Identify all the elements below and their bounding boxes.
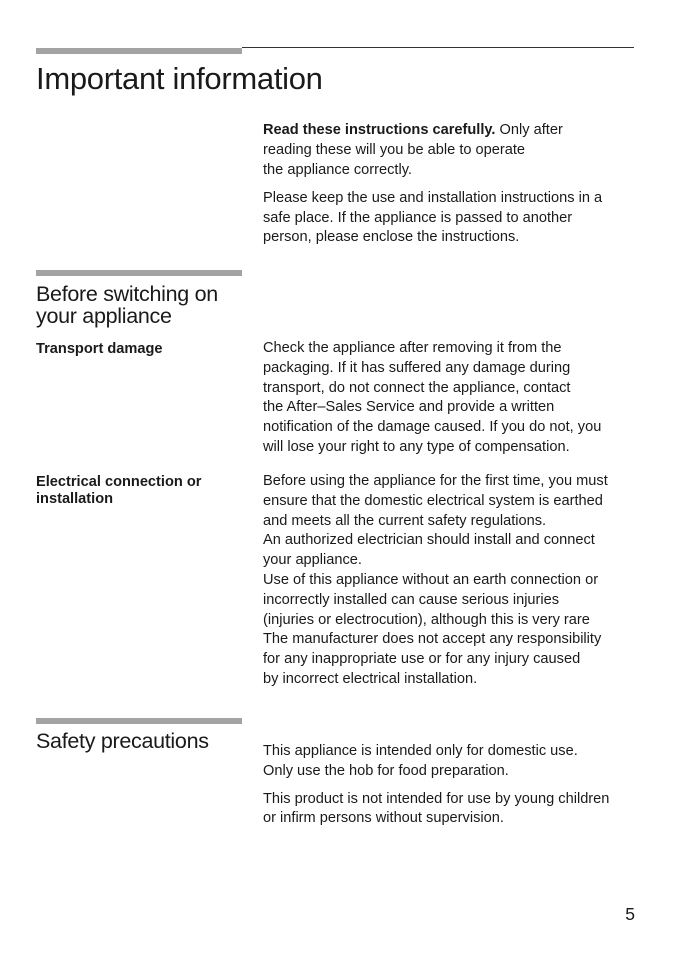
safety-paragraph-2: [263, 790, 638, 830]
text-line: (injuries or electrocution), although this is very rare: [263, 611, 590, 628]
intro-p2-line: safe place. If the appliance is passed to another: [263, 209, 573, 226]
intro-p2-line: Please keep the use and installation instructions in a: [263, 189, 603, 206]
safety-paragraph-1: [263, 742, 638, 782]
section-rule-safety: [36, 718, 242, 724]
text-line: by incorrect electrical installation.: [263, 670, 478, 687]
label-line: Electrical connection or: [36, 474, 202, 490]
intro-p2-line: person, please enclose the instructions.: [263, 229, 520, 246]
text-line: incorrectly installed can cause serious injuries: [263, 591, 560, 608]
intro-line-3: the appliance correctly.: [263, 161, 412, 178]
intro-line-2: reading these will you be able to operate: [263, 141, 526, 158]
label-line: installation: [36, 490, 114, 507]
text-line: notification of the damage caused. If you do not, you: [263, 419, 602, 436]
text-line: ensure that the domestic electrical system is earthed: [263, 492, 603, 509]
intro-paragraph-1: [263, 121, 638, 180]
text-line: Check the appliance after removing it from the: [263, 340, 562, 356]
text-line: This product is not intended for use by young children: [263, 790, 610, 807]
text-line: Before using the appliance for the first time, you must: [263, 473, 608, 489]
intro-lead-bold: Read these instructions carefully.: [263, 122, 496, 138]
text-line: your appliance.: [263, 552, 362, 569]
text-line: will lose your right to any type of compensation.: [263, 438, 570, 455]
text-line: packaging. If it has suffered any damage during: [263, 359, 571, 376]
heading-line: your appliance: [36, 304, 172, 328]
electrical-connection-label: [36, 474, 236, 507]
section-rule-before-switching: [36, 270, 242, 276]
heading-line: Before switching on: [36, 282, 218, 306]
transport-damage-label: Transport damage: [36, 341, 163, 357]
intro-block: [263, 121, 638, 248]
electrical-connection-text: [263, 472, 638, 690]
transport-damage-text: [263, 339, 638, 458]
text-line: This appliance is intended only for domestic use.: [263, 743, 578, 759]
page-title: Important information: [36, 61, 323, 96]
text-line: Use of this appliance without an earth connection or: [263, 571, 599, 588]
top-rule-thick: [36, 48, 242, 54]
text-line: transport, do not connect the appliance, contact: [263, 379, 571, 396]
section-heading-before-switching: [36, 283, 251, 327]
section-heading-safety: Safety precautions: [36, 729, 209, 753]
text-line: Only use the hob for food preparation.: [263, 762, 509, 779]
safety-text: [263, 742, 638, 829]
text-line: The manufacturer does not accept any responsibility: [263, 631, 602, 648]
top-rule-thin: [242, 47, 634, 48]
page-number: 5: [625, 904, 635, 924]
intro-paragraph-2: [263, 189, 638, 248]
text-line: or infirm persons without supervision.: [263, 810, 504, 827]
intro-lead-rest: Only after: [495, 122, 563, 138]
text-line: An authorized electrician should install and connect: [263, 532, 595, 549]
text-line: and meets all the current safety regulations.: [263, 512, 547, 529]
text-line: for any inappropriate use or for any injury caused: [263, 651, 581, 668]
text-line: the After–Sales Service and provide a written: [263, 399, 555, 416]
